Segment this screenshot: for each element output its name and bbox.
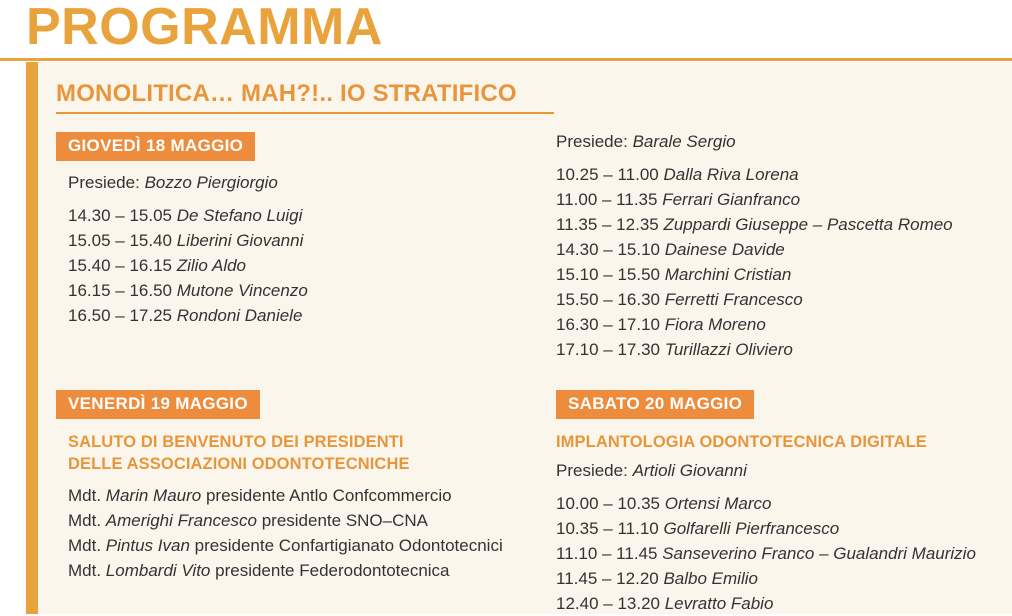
list-item	[68, 558, 556, 583]
talk-speaker: Ortensi Marco	[664, 494, 772, 513]
talk-time: 11.35 – 12.35	[556, 215, 659, 234]
talk-time: 11.10 – 11.45	[556, 544, 658, 563]
list-item	[68, 278, 556, 303]
list-item	[556, 566, 1012, 591]
talk-speaker: Levratto Fabio	[664, 594, 774, 613]
preside-line-thursday	[68, 173, 556, 193]
president-name: Pintus Ivan	[105, 536, 190, 555]
preside-label: Presiede:	[68, 173, 140, 192]
talk-time: 15.50 – 16.30	[556, 290, 660, 309]
list-item	[556, 162, 1012, 187]
preside-name: Barale Sergio	[632, 132, 736, 151]
right-column	[556, 132, 1012, 616]
talk-time: 11.45 – 12.20	[556, 569, 659, 588]
list-item	[556, 337, 1012, 362]
day-tag-saturday: SABATO 20 MAGGIO	[556, 390, 754, 419]
list-item	[556, 312, 1012, 337]
talk-speaker: Dalla Riva Lorena	[663, 165, 799, 184]
talk-time: 16.15 – 16.50	[68, 281, 172, 300]
president-name: Amerighi Francesco	[105, 511, 257, 530]
talk-time: 11.00 – 11.35	[556, 190, 658, 209]
saturday-morning-block	[556, 132, 1012, 362]
list-item	[68, 483, 556, 508]
president-role: presidente Federodontotecnica	[215, 561, 450, 580]
saturday-details	[556, 431, 1012, 616]
friday-subheading-line2: DELLE ASSOCIAZIONI ODONTOTECNICHE	[68, 455, 410, 473]
day-saturday-block	[556, 390, 1012, 419]
list-item	[68, 303, 556, 328]
day-thursday-block	[56, 132, 556, 161]
page-header	[0, 0, 1012, 62]
president-role: presidente Confartigianato Odontotecnici	[194, 536, 503, 555]
list-item	[556, 491, 1012, 516]
talk-list-thursday	[68, 203, 556, 328]
talk-time: 17.10 – 17.30	[556, 340, 660, 359]
talk-speaker: Ferrari Gianfranco	[662, 190, 801, 209]
talk-speaker: Zuppardi Giuseppe – Pascetta Romeo	[663, 215, 953, 234]
list-item	[68, 508, 556, 533]
talk-list-barale	[556, 162, 1012, 362]
preside-label: Presiede:	[556, 461, 628, 480]
preside-name: Artioli Giovanni	[632, 461, 747, 480]
president-role: presidente Antlo Confcommercio	[205, 486, 452, 505]
list-item	[68, 203, 556, 228]
thursday-details	[56, 173, 556, 328]
list-item	[556, 187, 1012, 212]
list-item	[68, 253, 556, 278]
president-name: Marin Mauro	[105, 486, 202, 505]
friday-details	[56, 431, 556, 583]
talk-time: 15.40 – 16.15	[68, 256, 172, 275]
preside-line-artioli	[556, 461, 1012, 481]
talk-speaker: Sanseverino Franco – Gualandri Maurizio	[662, 544, 976, 563]
talk-speaker: Golfarelli Pierfrancesco	[663, 519, 840, 538]
talk-list-saturday	[556, 491, 1012, 616]
list-item	[556, 541, 1012, 566]
list-item	[556, 591, 1012, 616]
friday-subheading	[68, 431, 556, 475]
preside-line-barale	[556, 132, 1012, 152]
talk-time: 15.05 – 15.40	[68, 231, 172, 250]
talk-time: 16.50 – 17.25	[68, 306, 172, 325]
president-title: Mdt.	[68, 486, 102, 505]
talk-speaker: De Stefano Luigi	[176, 206, 303, 225]
saturday-subheading: IMPLANTOLOGIA ODONTOTECNICA DIGITALE	[556, 433, 927, 451]
left-accent-bar	[26, 62, 38, 614]
section-heading-underline	[56, 112, 554, 114]
friday-subheading-line1: SALUTO DI BENVENUTO DEI PRESIDENTI	[68, 433, 404, 451]
president-role: presidente SNO–CNA	[261, 511, 429, 530]
list-item	[556, 516, 1012, 541]
list-item	[556, 262, 1012, 287]
list-item	[556, 237, 1012, 262]
spacer	[556, 362, 1012, 390]
talk-time: 10.00 – 10.35	[556, 494, 660, 513]
talk-speaker: Liberini Giovanni	[176, 231, 304, 250]
preside-label: Presiede:	[556, 132, 628, 151]
preside-name: Bozzo Piergiorgio	[144, 173, 278, 192]
list-item	[556, 212, 1012, 237]
talk-time: 14.30 – 15.05	[68, 206, 172, 225]
day-tag-friday: VENERDÌ 19 MAGGIO	[56, 390, 260, 419]
president-name: Lombardi Vito	[105, 561, 211, 580]
list-item	[68, 533, 556, 558]
talk-speaker: Zilio Aldo	[176, 256, 247, 275]
talk-time: 14.30 – 15.10	[556, 240, 660, 259]
talk-speaker: Balbo Emilio	[663, 569, 758, 588]
day-friday-block	[56, 390, 556, 419]
talk-speaker: Rondoni Daniele	[176, 306, 303, 325]
talk-time: 10.35 – 11.10	[556, 519, 659, 538]
president-list	[68, 483, 556, 583]
talk-speaker: Fiora Moreno	[664, 315, 766, 334]
list-item	[556, 287, 1012, 312]
talk-time: 15.10 – 15.50	[556, 265, 660, 284]
president-title: Mdt.	[68, 511, 102, 530]
talk-speaker: Mutone Vincenzo	[176, 281, 308, 300]
section-heading: MONOLITICA… MAH?!.. IO STRATIFICO	[56, 80, 517, 107]
talk-time: 16.30 – 17.10	[556, 315, 660, 334]
page-title: PROGRAMMA	[26, 0, 383, 56]
talk-time: 12.40 – 13.20	[556, 594, 660, 613]
list-item	[68, 228, 556, 253]
talk-speaker: Marchini Cristian	[664, 265, 792, 284]
header-divider	[0, 58, 1012, 61]
president-title: Mdt.	[68, 561, 102, 580]
talk-speaker: Ferretti Francesco	[664, 290, 803, 309]
day-tag-thursday: GIOVEDÌ 18 MAGGIO	[56, 132, 255, 161]
talk-speaker: Dainese Davide	[664, 240, 785, 259]
president-title: Mdt.	[68, 536, 102, 555]
talk-speaker: Turillazzi Oliviero	[664, 340, 793, 359]
spacer	[56, 328, 556, 390]
left-column	[56, 132, 556, 583]
talk-time: 10.25 – 11.00	[556, 165, 659, 184]
